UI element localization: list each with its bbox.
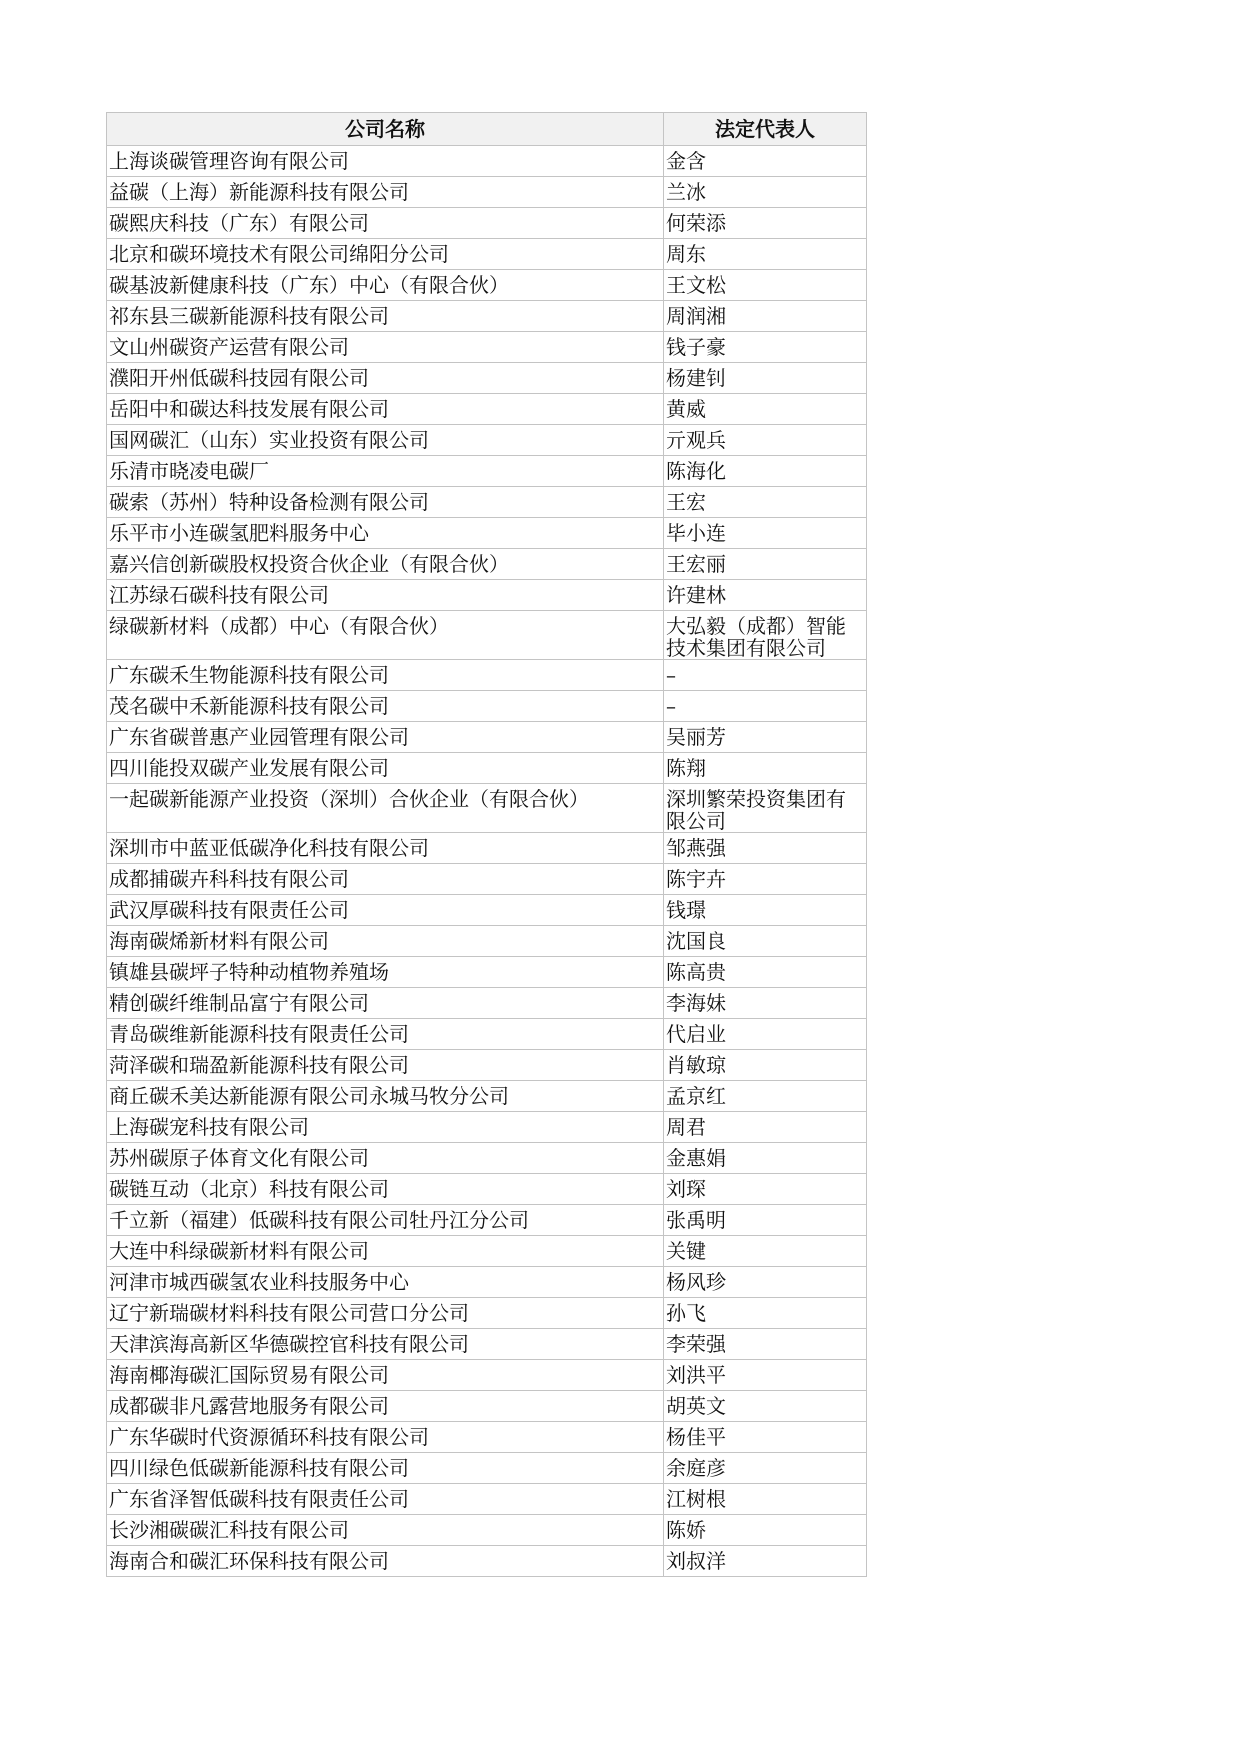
- table-row: [107, 864, 867, 895]
- table-row: [107, 1236, 867, 1267]
- company-name-cell: 海南椰海碳汇国际贸易有限公司: [107, 1360, 664, 1391]
- table-row: [107, 487, 867, 518]
- company-name-cell: 商丘碳禾美达新能源有限公司永城马牧分公司: [107, 1081, 664, 1112]
- company-name-cell: 辽宁新瑞碳材料科技有限公司营口分公司: [107, 1298, 664, 1329]
- table-row: [107, 363, 867, 394]
- table-row: [107, 177, 867, 208]
- table-row: [107, 660, 867, 691]
- legal-representative-cell: 张禹明: [664, 1205, 867, 1236]
- legal-representative-cell: 王宏丽: [664, 549, 867, 580]
- company-name-cell: 四川能投双碳产业发展有限公司: [107, 753, 664, 784]
- legal-representative-cell: 钱璟: [664, 895, 867, 926]
- table-row: [107, 1422, 867, 1453]
- company-name-cell: 精创碳纤维制品富宁有限公司: [107, 988, 664, 1019]
- table-row: [107, 518, 867, 549]
- table-row: [107, 208, 867, 239]
- column-header-legal-representative: 法定代表人: [664, 113, 867, 146]
- company-name-cell: 广东华碳时代资源循环科技有限公司: [107, 1422, 664, 1453]
- company-name-cell: 碳链互动（北京）科技有限公司: [107, 1174, 664, 1205]
- company-name-cell: 海南碳烯新材料有限公司: [107, 926, 664, 957]
- table-row: [107, 1205, 867, 1236]
- table-row: [107, 1143, 867, 1174]
- legal-representative-cell: 代启业: [664, 1019, 867, 1050]
- company-name-cell: 上海谈碳管理咨询有限公司: [107, 146, 664, 177]
- table-row: [107, 1329, 867, 1360]
- legal-representative-cell: 何荣添: [664, 208, 867, 239]
- table-row: [107, 270, 867, 301]
- company-name-cell: 长沙湘碳碳汇科技有限公司: [107, 1515, 664, 1546]
- table-row: [107, 1267, 867, 1298]
- legal-representative-cell: 陈宇卉: [664, 864, 867, 895]
- table-row: [107, 1391, 867, 1422]
- legal-representative-cell: 许建林: [664, 580, 867, 611]
- legal-representative-cell: 李荣强: [664, 1329, 867, 1360]
- company-name-cell: 乐清市晓凌电碳厂: [107, 456, 664, 487]
- company-name-cell: 深圳市中蓝亚低碳净化科技有限公司: [107, 833, 664, 864]
- legal-representative-cell: 金含: [664, 146, 867, 177]
- table-row: [107, 1081, 867, 1112]
- legal-representative-cell: 沈国良: [664, 926, 867, 957]
- company-name-cell: 江苏绿石碳科技有限公司: [107, 580, 664, 611]
- company-name-cell: 千立新（福建）低碳科技有限公司牡丹江分公司: [107, 1205, 664, 1236]
- company-name-cell: 成都捕碳卉科科技有限公司: [107, 864, 664, 895]
- legal-representative-cell: 刘洪平: [664, 1360, 867, 1391]
- legal-representative-cell: 关键: [664, 1236, 867, 1267]
- company-name-cell: 上海碳宠科技有限公司: [107, 1112, 664, 1143]
- company-name-cell: 菏泽碳和瑞盈新能源科技有限公司: [107, 1050, 664, 1081]
- table-row: [107, 394, 867, 425]
- legal-representative-cell: 余庭彦: [664, 1453, 867, 1484]
- header-row: [107, 113, 867, 146]
- legal-representative-cell: 毕小连: [664, 518, 867, 549]
- company-name-cell: 文山州碳资产运营有限公司: [107, 332, 664, 363]
- table-row: [107, 301, 867, 332]
- table-row: [107, 784, 867, 833]
- company-name-cell: 益碳（上海）新能源科技有限公司: [107, 177, 664, 208]
- legal-representative-cell: –: [664, 691, 867, 722]
- legal-representative-cell: 王宏: [664, 487, 867, 518]
- table-row: [107, 1298, 867, 1329]
- legal-representative-cell: 周东: [664, 239, 867, 270]
- company-table: [106, 112, 867, 1577]
- company-name-cell: 茂名碳中禾新能源科技有限公司: [107, 691, 664, 722]
- table-row: [107, 691, 867, 722]
- company-name-cell: 武汉厚碳科技有限责任公司: [107, 895, 664, 926]
- table-body: [107, 146, 867, 1577]
- table-row: [107, 833, 867, 864]
- table-row: [107, 1484, 867, 1515]
- legal-representative-cell: 胡英文: [664, 1391, 867, 1422]
- company-name-cell: 青岛碳维新能源科技有限责任公司: [107, 1019, 664, 1050]
- legal-representative-cell: 周君: [664, 1112, 867, 1143]
- legal-representative-cell: 大弘毅（成都）智能技术集团有限公司: [664, 611, 867, 660]
- company-name-cell: 濮阳开州低碳科技园有限公司: [107, 363, 664, 394]
- table-row: [107, 1546, 867, 1577]
- legal-representative-cell: 杨佳平: [664, 1422, 867, 1453]
- legal-representative-cell: 陈娇: [664, 1515, 867, 1546]
- legal-representative-cell: –: [664, 660, 867, 691]
- table-row: [107, 1360, 867, 1391]
- company-name-cell: 苏州碳原子体育文化有限公司: [107, 1143, 664, 1174]
- table-row: [107, 549, 867, 580]
- company-name-cell: 碳基波新健康科技（广东）中心（有限合伙）: [107, 270, 664, 301]
- table-row: [107, 1515, 867, 1546]
- table-row: [107, 722, 867, 753]
- company-name-cell: 天津滨海高新区华德碳控官科技有限公司: [107, 1329, 664, 1360]
- company-name-cell: 乐平市小连碳氢肥料服务中心: [107, 518, 664, 549]
- company-name-cell: 大连中科绿碳新材料有限公司: [107, 1236, 664, 1267]
- table-row: [107, 926, 867, 957]
- legal-representative-cell: 肖敏琼: [664, 1050, 867, 1081]
- table-row: [107, 611, 867, 660]
- legal-representative-cell: 钱子豪: [664, 332, 867, 363]
- company-name-cell: 河津市城西碳氢农业科技服务中心: [107, 1267, 664, 1298]
- company-name-cell: 嘉兴信创新碳股权投资合伙企业（有限合伙）: [107, 549, 664, 580]
- legal-representative-cell: 王文松: [664, 270, 867, 301]
- legal-representative-cell: 刘叔洋: [664, 1546, 867, 1577]
- company-name-cell: 广东省碳普惠产业园管理有限公司: [107, 722, 664, 753]
- legal-representative-cell: 陈高贵: [664, 957, 867, 988]
- company-name-cell: 成都碳非凡露营地服务有限公司: [107, 1391, 664, 1422]
- company-name-cell: 广东省泽智低碳科技有限责任公司: [107, 1484, 664, 1515]
- company-name-cell: 镇雄县碳坪子特种动植物养殖场: [107, 957, 664, 988]
- legal-representative-cell: 金惠娟: [664, 1143, 867, 1174]
- column-header-company-name: 公司名称: [107, 113, 664, 146]
- legal-representative-cell: 周润湘: [664, 301, 867, 332]
- legal-representative-cell: 兰冰: [664, 177, 867, 208]
- table-row: [107, 988, 867, 1019]
- legal-representative-cell: 李海妹: [664, 988, 867, 1019]
- legal-representative-cell: 陈翔: [664, 753, 867, 784]
- company-name-cell: 岳阳中和碳达科技发展有限公司: [107, 394, 664, 425]
- table-row: [107, 580, 867, 611]
- table-row: [107, 146, 867, 177]
- legal-representative-cell: 深圳繁荣投资集团有限公司: [664, 784, 867, 833]
- company-name-cell: 碳索（苏州）特种设备检测有限公司: [107, 487, 664, 518]
- legal-representative-cell: 江树根: [664, 1484, 867, 1515]
- legal-representative-cell: 杨风珍: [664, 1267, 867, 1298]
- table-row: [107, 957, 867, 988]
- table-row: [107, 456, 867, 487]
- company-name-cell: 祁东县三碳新能源科技有限公司: [107, 301, 664, 332]
- table-row: [107, 425, 867, 456]
- legal-representative-cell: 杨建钊: [664, 363, 867, 394]
- company-name-cell: 海南合和碳汇环保科技有限公司: [107, 1546, 664, 1577]
- company-name-cell: 广东碳禾生物能源科技有限公司: [107, 660, 664, 691]
- legal-representative-cell: 亓观兵: [664, 425, 867, 456]
- company-name-cell: 绿碳新材料（成都）中心（有限合伙）: [107, 611, 664, 660]
- table-row: [107, 753, 867, 784]
- table-row: [107, 1112, 867, 1143]
- legal-representative-cell: 陈海化: [664, 456, 867, 487]
- legal-representative-cell: 孟京红: [664, 1081, 867, 1112]
- legal-representative-cell: 孙飞: [664, 1298, 867, 1329]
- company-name-cell: 国网碳汇（山东）实业投资有限公司: [107, 425, 664, 456]
- table-row: [107, 239, 867, 270]
- table-row: [107, 895, 867, 926]
- legal-representative-cell: 吴丽芳: [664, 722, 867, 753]
- legal-representative-cell: 刘琛: [664, 1174, 867, 1205]
- table-row: [107, 1453, 867, 1484]
- table-row: [107, 1019, 867, 1050]
- legal-representative-cell: 邹燕强: [664, 833, 867, 864]
- table-row: [107, 332, 867, 363]
- company-name-cell: 四川绿色低碳新能源科技有限公司: [107, 1453, 664, 1484]
- company-name-cell: 北京和碳环境技术有限公司绵阳分公司: [107, 239, 664, 270]
- company-name-cell: 碳熙庆科技（广东）有限公司: [107, 208, 664, 239]
- company-name-cell: 一起碳新能源产业投资（深圳）合伙企业（有限合伙）: [107, 784, 664, 833]
- table-row: [107, 1174, 867, 1205]
- table-row: [107, 1050, 867, 1081]
- legal-representative-cell: 黄威: [664, 394, 867, 425]
